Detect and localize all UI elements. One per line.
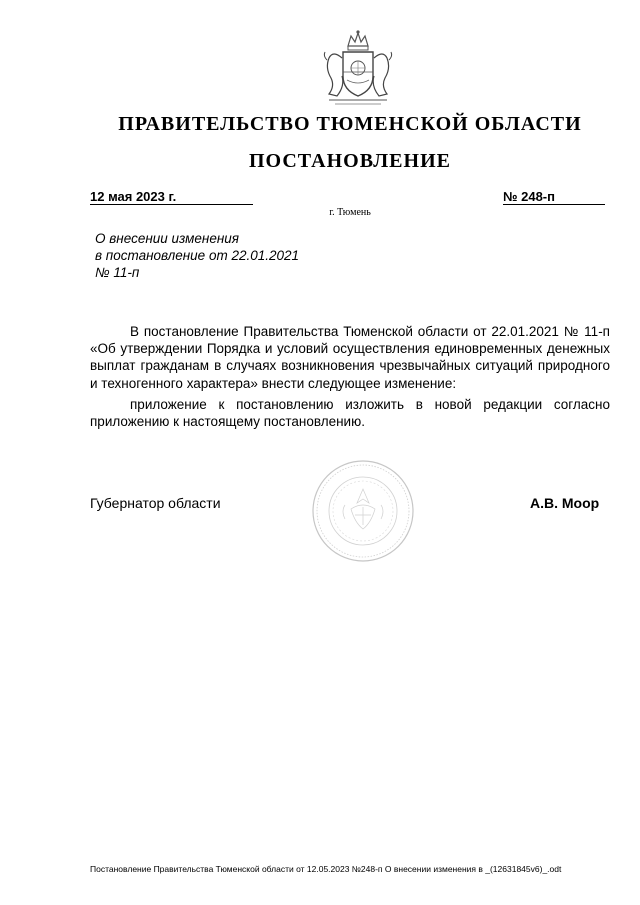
document-type-heading: ПОСТАНОВЛЕНИЕ [249,150,451,172]
body-paragraph: приложение к постановлению изложить в новой редакции согласно приложению к настоящему постановлению. [90,396,610,430]
document-footer: Постановление Правительства Тюменской области от 12.05.2023 №248-п О внесении изменения в _(12631845v6)_.odt [90,864,562,874]
subject-line: в постановление от 22.01.2021 [95,248,300,263]
document-subject [95,230,355,281]
organization-title: ПРАВИТЕЛЬСТВО ТЮМЕНСКОЙ ОБЛАСТИ [118,113,582,135]
document-body [90,323,610,430]
document-number: № 248-п [503,189,605,205]
official-seal-icon [311,459,415,563]
coat-of-arms-icon [315,28,401,114]
subject-line: О внесении изменения [95,231,240,246]
signatory-title: Губернатор области [90,495,221,511]
body-paragraph: В постановление Правительства Тюменской области от 22.01.2021 № 11-п «Об утверждении Порядка и условий осуществления единовременных денежных выплат гражданам в случаях возникновения чрезвычайных ситуаций природного и техногенного характера» внести следующее изменение: [90,324,610,391]
signatory-name: А.В. Моор [530,495,600,511]
document-city: г. Тюмень [329,207,371,218]
document-date: 12 мая 2023 г. [90,189,253,205]
subject-line: № 11-п [95,265,140,280]
